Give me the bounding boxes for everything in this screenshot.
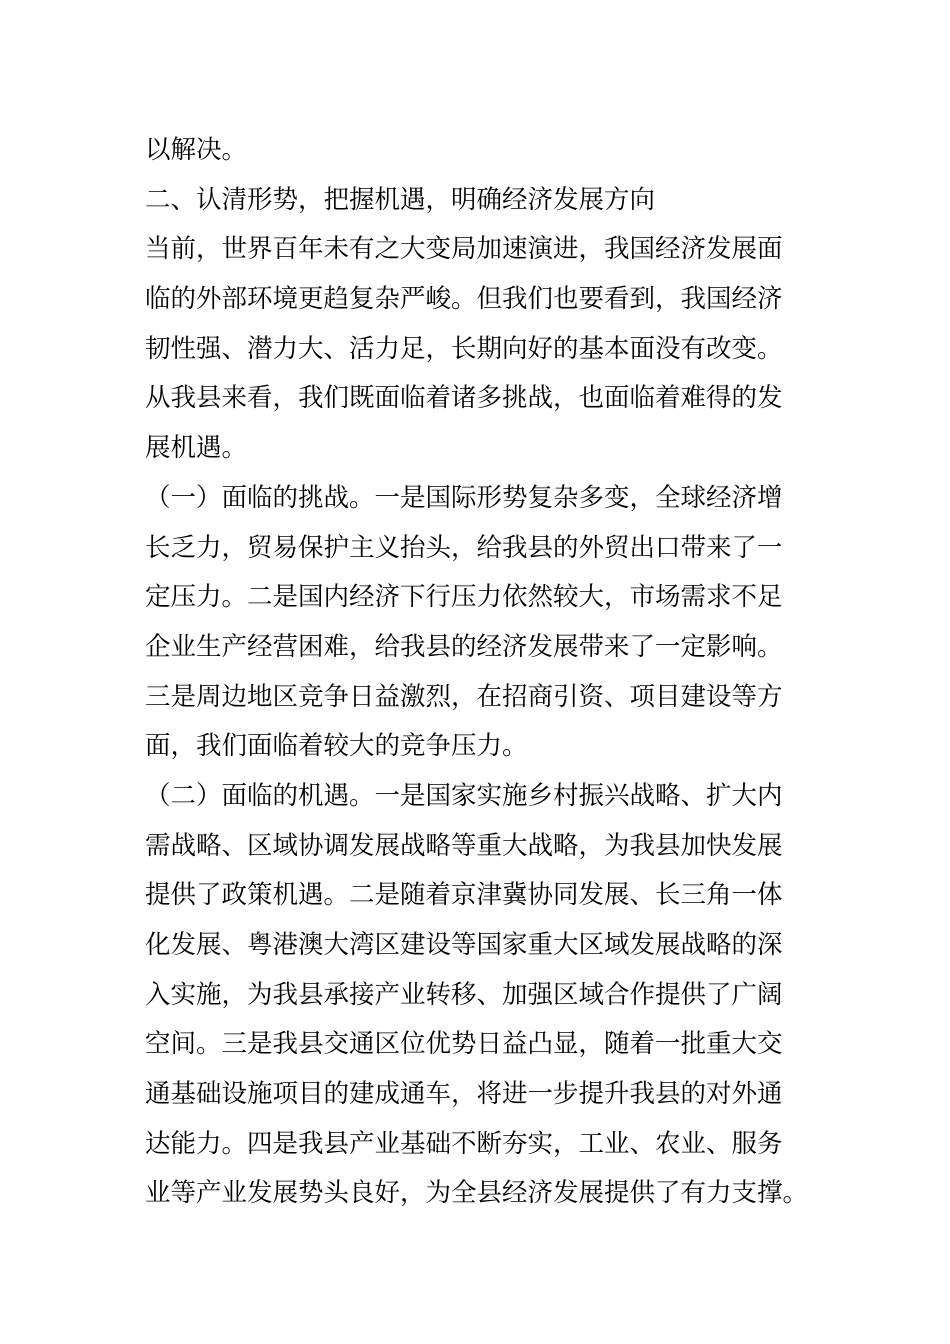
body-text (145, 126, 825, 1219)
subsection-challenges: （一）面临的挑战。一是国际形势复杂多变，全球经济增 (145, 482, 783, 513)
text-line: 展机遇。 (145, 433, 248, 464)
text-line: 达能力。四是我县产业基础不断夯实，工业、农业、服务 (145, 1128, 783, 1159)
text-line: 提供了政策机遇。二是随着京津冀协同发展、长三角一体 (145, 880, 783, 911)
section-heading: 二、认清形势，把握机遇，明确经济发展方向 (145, 184, 656, 215)
text-line: 化发展、粤港澳大湾区建设等国家重大区域发展战略的深 (145, 930, 783, 960)
text-line: 定压力。二是国内经济下行压力依然较大，市场需求不足 (145, 582, 783, 613)
text-line: 企业生产经营困难，给我县的经济发展带来了一定影响。 (145, 631, 783, 662)
text-line: 长乏力，贸易保护主义抬头，给我县的外贸出口带来了一 (145, 532, 783, 563)
subsection-opportunities: （二）面临的机遇。一是国家实施乡村振兴战略、扩大内 (145, 780, 783, 811)
text-line: 临的外部环境更趋复杂严峻。但我们也要看到，我国经济 (145, 284, 783, 315)
text-line: 面，我们面临着较大的竞争压力。 (145, 731, 528, 762)
text-line: 入实施，为我县承接产业转移、加强区域合作提供了广阔 (145, 979, 783, 1010)
text-line: 当前，世界百年未有之大变局加速演进，我国经济发展面 (145, 234, 783, 265)
text-line: 韧性强、潜力大、活力足，长期向好的基本面没有改变。 (145, 333, 783, 364)
text-line: 空间。三是我县交通区位优势日益凸显，随着一批重大交 (145, 1029, 783, 1060)
text-line-closing: 以解决。 (145, 135, 248, 165)
text-line: 业等产业发展势头良好，为全县经济发展提供了有力支撑。 (145, 1178, 809, 1209)
text-line: 通基础设施项目的建成通车，将进一步提升我县的对外通 (145, 1079, 783, 1110)
text-line: 需战略、区域协调发展战略等重大战略，为我县加快发展 (145, 830, 783, 861)
text-line: 三是周边地区竞争日益激烈，在招商引资、项目建设等方 (145, 681, 783, 712)
text-line: 从我县来看，我们既面临着诸多挑战，也面临着难得的发 (145, 383, 783, 414)
